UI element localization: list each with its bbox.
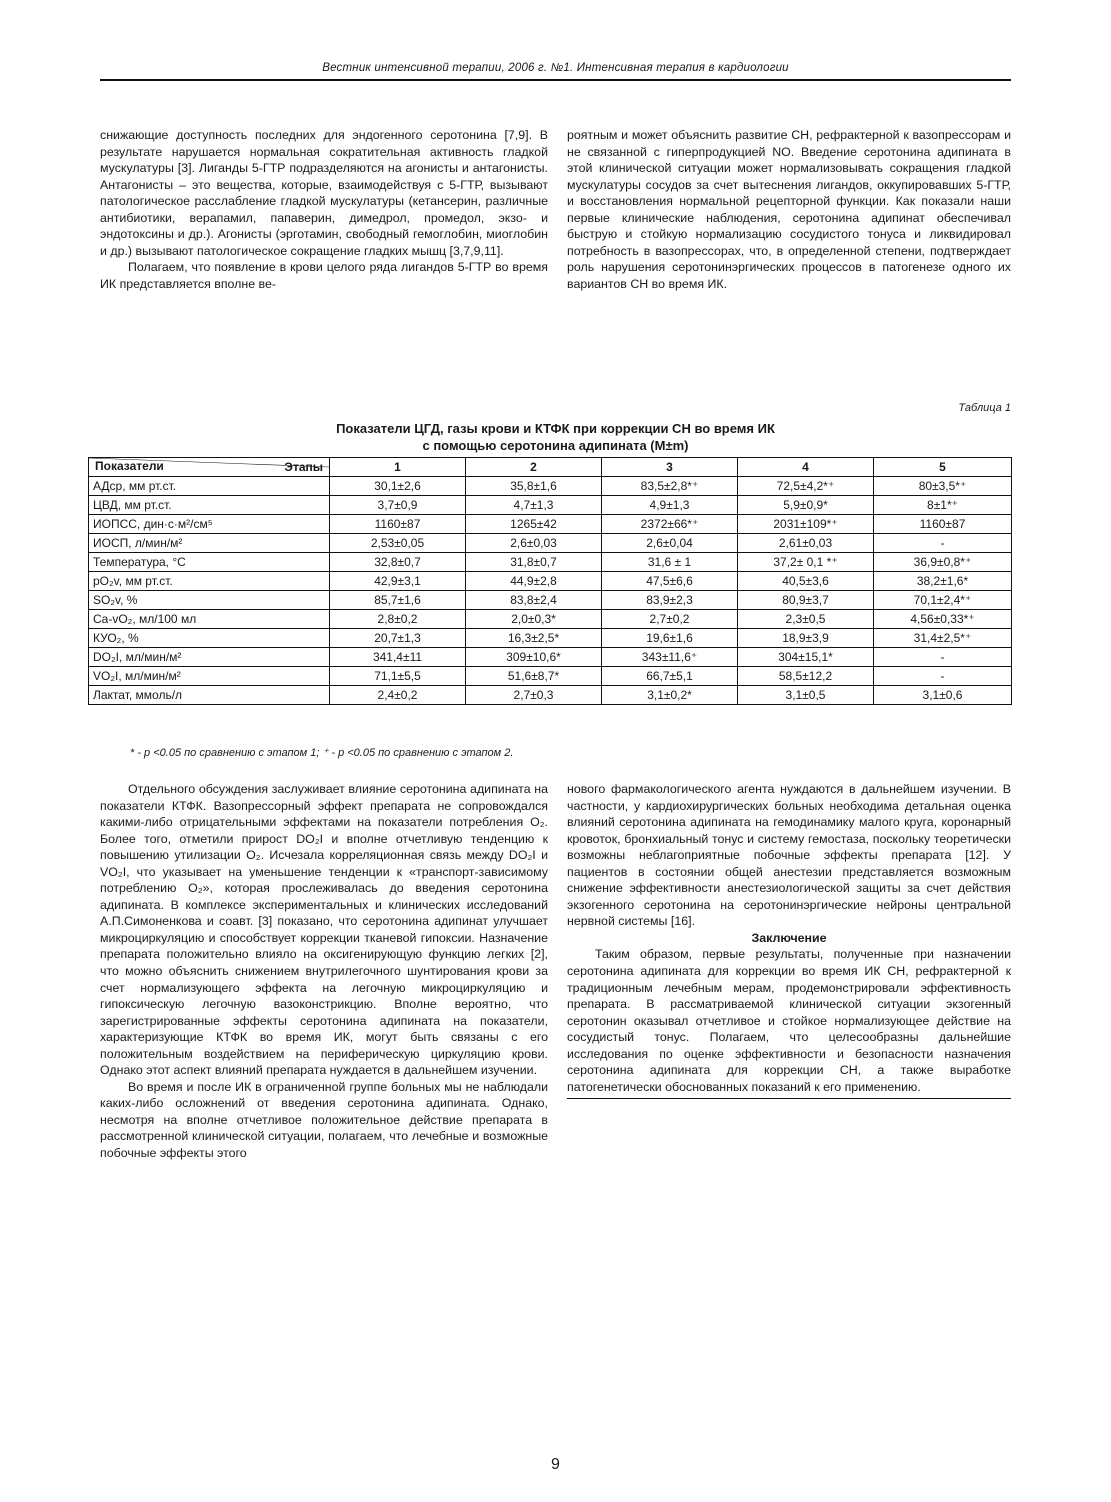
table-cell: 8±1*⁺ — [874, 496, 1012, 515]
table-row — [89, 572, 1012, 591]
table-cell: 3,1±0,6 — [874, 686, 1012, 705]
conclusion-heading: Заключение — [751, 930, 827, 945]
table-cell: 2,53±0,05 — [330, 534, 466, 553]
text-column-right-bottom — [567, 781, 1011, 1099]
table-cell: 2372±66*⁺ — [602, 515, 738, 534]
table-cell: 1265±42 — [466, 515, 602, 534]
table-cell: 31,6 ± 1 — [602, 553, 738, 572]
table-cell: 2,7±0,3 — [466, 686, 602, 705]
table-cell: 3,1±0,2* — [602, 686, 738, 705]
paragraph: Отдельного обсуждения заслуживает влияние серотонина адипината на показатели КТФК. Вазопрессорный эффект препарата не сопровождался какими-либо отрицательными эффектами на показатели потребления О₂. Более того, отметили прирост DO₂I и вполне отчетливую тенденцию к повышению утилизации О₂. Исчезала корреляционная связь между DO₂I и VO₂I, что указывает на уменьшение тенденции к «транспорт-зависимому потреблению О₂», которая прослеживалась до введения серотонина адипината. В комплексе экспериментальных и клинических исследований А.П.Симоненкова и соавт. [3] показано, что серотонина адипинат улучшает микроциркуляцию и способствует коррекции тканевой гипоксии. Назначение препарата положительно влияло на оксигенирующую функцию легких [2], что можно объяснить снижением внутрилегочного шунтирования крови за счет нормализующего эффекта на легочную микроциркуляцию и гипоксическую легочную вазоконстрикцию. Вполне вероятно, что зарегистрированные эффекты серотонина адипината на показатели, характеризующие КТФК во время ИК, могут быть связаны с его положительным воздействием на периферическую циркуляцию крови. Однако этот аспект влияний препарата нуждается в дальнейшем изучении. — [100, 782, 548, 1078]
table-cell: 83,5±2,8*⁺ — [602, 477, 738, 496]
stage-header: 3 — [602, 458, 738, 477]
table-cell: 70,1±2,4*⁺ — [874, 591, 1012, 610]
table-footnote: * - р <0.05 по сравнению с этапом 1; ⁺ - р <0.05 по сравнению с этапом 2. — [130, 747, 514, 759]
row-label: Температура, °С — [89, 553, 330, 572]
header-params: Показатели — [95, 459, 164, 473]
table-cell: 341,4±11 — [330, 648, 466, 667]
table-title-line: с помощью серотонина адипината (M±m) — [422, 438, 689, 453]
table-cell: 40,5±3,6 — [738, 572, 874, 591]
table-title — [100, 420, 1011, 454]
table-header-row — [89, 458, 1012, 477]
table-cell: 309±10,6* — [466, 648, 602, 667]
table-cell: 1160±87 — [330, 515, 466, 534]
running-head: Вестник интенсивной терапии, 2006 г. №1. Интенсивная терапия в кардиологии — [322, 62, 789, 74]
row-label: АДср, мм рт.ст. — [89, 477, 330, 496]
header-rule — [100, 79, 1011, 81]
table-cell: 2,0±0,3* — [466, 610, 602, 629]
table-corner-cell — [89, 458, 330, 477]
end-rule — [567, 1098, 1011, 1099]
table-row — [89, 496, 1012, 515]
table-cell: 343±11,6⁺ — [602, 648, 738, 667]
table-cell: 83,8±2,4 — [466, 591, 602, 610]
table-row — [89, 534, 1012, 553]
table-cell: - — [874, 667, 1012, 686]
table-row — [89, 629, 1012, 648]
row-label: Лактат, ммоль/л — [89, 686, 330, 705]
table-cell: - — [874, 534, 1012, 553]
table-cell: 2,7±0,2 — [602, 610, 738, 629]
table-cell: 32,8±0,7 — [330, 553, 466, 572]
table-cell: 4,9±1,3 — [602, 496, 738, 515]
table-cell: 20,7±1,3 — [330, 629, 466, 648]
table-cell: 42,9±3,1 — [330, 572, 466, 591]
table-row — [89, 553, 1012, 572]
table-cell: 2,4±0,2 — [330, 686, 466, 705]
table-row — [89, 648, 1012, 667]
table-cell: 36,9±0,8*⁺ — [874, 553, 1012, 572]
stage-header: 4 — [738, 458, 874, 477]
paragraph: нового фармакологического агента нуждаются в дальнейшем изучении. В частности, у кардиохирургических больных необходима детальная оценка влияний серотонина адипината на гемодинамику малого круга, коронарный кровоток, бронхиальный тонус и систему гемостаза, поскольку теоретически возможны неблагоприятные побочные эффекты препарата [12]. У пациентов в состоянии общей анестезии представляется возможным снижение эффективности анестезиологической защиты за счет действия экзогенного серотонина на серотонинэргические нейроны центральной нервной системы [16]. — [567, 782, 1011, 929]
row-label: Ca-vO₂, мл/100 мл — [89, 610, 330, 629]
table-cell: 2,8±0,2 — [330, 610, 466, 629]
table-cell: 3,7±0,9 — [330, 496, 466, 515]
row-label: ЦВД, мм рт.ст. — [89, 496, 330, 515]
table-row — [89, 610, 1012, 629]
table-cell: 2031±109*⁺ — [738, 515, 874, 534]
table-cell: 19,6±1,6 — [602, 629, 738, 648]
paragraph: роятным и может объяснить развитие СН, рефрактерной к вазопрессорам и не связанной с гиперпродукцией NO. Введение серотонина адипината в этой клинической ситуации может нормализовывать сокращения гладкой мускулатуры сосудов за счет вытеснения лигандов, оккупировавших 5-ГТР, и восстановления нормальной рецепторной функции. Как показали наши первые клинические наблюдения, серотонина адипинат обеспечивал быструю и стойкую нормализацию сосудистого тонуса и ликвидировал потребность в вазопрессорах, что, в определенной степени, подтверждает роль нарушения серотонинэргических процессов в патогенезе одного их вариантов СН во время ИК. — [567, 128, 1011, 291]
row-label: ИОСП, л/мин/м² — [89, 534, 330, 553]
text-column-left-bottom — [100, 781, 548, 1162]
table-row — [89, 667, 1012, 686]
table-row — [89, 591, 1012, 610]
table-cell: - — [874, 648, 1012, 667]
table-row — [89, 686, 1012, 705]
table-cell: 51,6±8,7* — [466, 667, 602, 686]
table-cell: 58,5±12,2 — [738, 667, 874, 686]
table-cell: 83,9±2,3 — [602, 591, 738, 610]
table-cell: 2,6±0,03 — [466, 534, 602, 553]
row-label: рО₂v, мм рт.ст. — [89, 572, 330, 591]
table-cell: 31,4±2,5*⁺ — [874, 629, 1012, 648]
table-cell: 71,1±5,5 — [330, 667, 466, 686]
header-stages: Этапы — [284, 460, 323, 474]
table-cell: 2,3±0,5 — [738, 610, 874, 629]
table-cell: 80,9±3,7 — [738, 591, 874, 610]
row-label: DO₂I, мл/мин/м² — [89, 648, 330, 667]
table-cell: 2,6±0,04 — [602, 534, 738, 553]
table-cell: 4,7±1,3 — [466, 496, 602, 515]
paragraph: снижающие доступность последних для эндогенного серотонина [7,9]. В результате нарушается нормальная сократительная активность гладкой мускулатуры [3]. Лиганды 5-ГТР подразделяются на агонисты и антагонисты. Антагонисты – это вещества, которые, взаимодействуя с 5-ГТР, вызывают патологическое расслабление гладкой мускулатуры (кетансерин, различные антибиотики, верапамил, папаверин, димедрол, промедол, экзо- и эндотоксины и др.). Агонисты (эрготамин, свободный гемоглобин, миоглобин и др.) вызывают патологическое сокращение гладких мышц [3,7,9,11]. — [100, 128, 548, 258]
table-cell: 304±15,1* — [738, 648, 874, 667]
table-cell: 85,7±1,6 — [330, 591, 466, 610]
row-label: SO₂v, % — [89, 591, 330, 610]
table-cell: 35,8±1,6 — [466, 477, 602, 496]
table-cell: 31,8±0,7 — [466, 553, 602, 572]
row-label: КУО₂, % — [89, 629, 330, 648]
stage-header: 5 — [874, 458, 1012, 477]
table-cell: 4,56±0,33*⁺ — [874, 610, 1012, 629]
stage-header: 2 — [466, 458, 602, 477]
table-row — [89, 515, 1012, 534]
table-cell: 5,9±0,9* — [738, 496, 874, 515]
table-title-line: Показатели ЦГД, газы крови и КТФК при коррекции СН во время ИК — [336, 421, 775, 436]
page-number: 9 — [551, 1456, 560, 1473]
table-cell: 44,9±2,8 — [466, 572, 602, 591]
table-cell: 47,5±6,6 — [602, 572, 738, 591]
table-cell: 2,61±0,03 — [738, 534, 874, 553]
stage-header: 1 — [330, 458, 466, 477]
table-cell: 66,7±5,1 — [602, 667, 738, 686]
table-label: Таблица 1 — [958, 402, 1011, 414]
table-cell: 18,9±3,9 — [738, 629, 874, 648]
row-label: ИОПСС, дин·с·м²/см⁵ — [89, 515, 330, 534]
row-label: VO₂I, мл/мин/м² — [89, 667, 330, 686]
conclusion-paragraph: Таким образом, первые результаты, полученные при назначении серотонина адипината для коррекции во время ИК СН, рефрактерной к традиционным лечебным мерам, продемонстрировали эффективность препарата. В рассматриваемой клинической ситуации экзогенный серотонин оказывал отчетливое и стойкое нормализующее действие на сосудистый тонус. Полагаем, что целесообразны дальнейшие исследования по оценке эффективности и безопасности назначения серотонина адипината для коррекции СН, а также выработке патогенетически обоснованных показаний к его применению. — [567, 947, 1011, 1094]
table-row — [89, 477, 1012, 496]
text-column-right-top — [567, 127, 1011, 292]
results-table — [88, 457, 1012, 705]
table-cell: 37,2± 0,1 *⁺ — [738, 553, 874, 572]
table-cell: 30,1±2,6 — [330, 477, 466, 496]
table-cell: 80±3,5*⁺ — [874, 477, 1012, 496]
table-cell: 72,5±4,2*⁺ — [738, 477, 874, 496]
table-cell: 38,2±1,6* — [874, 572, 1012, 591]
paragraph: Во время и после ИК в ограниченной группе больных мы не наблюдали каких-либо осложнений от введения серотонина адипината. Однако, несмотря на вполне отчетливое положительное действие препарата в рассмотренной клинической ситуации, полагаем, что лечебные и возможные побочные эффекты этого — [100, 1079, 548, 1161]
paragraph: Полагаем, что появление в крови целого ряда лигандов 5-ГТР во время ИК представляется вполне ве- — [100, 260, 548, 291]
table-cell: 1160±87 — [874, 515, 1012, 534]
text-column-left-top — [100, 127, 548, 292]
table-cell: 3,1±0,5 — [738, 686, 874, 705]
table-cell: 16,3±2,5* — [466, 629, 602, 648]
